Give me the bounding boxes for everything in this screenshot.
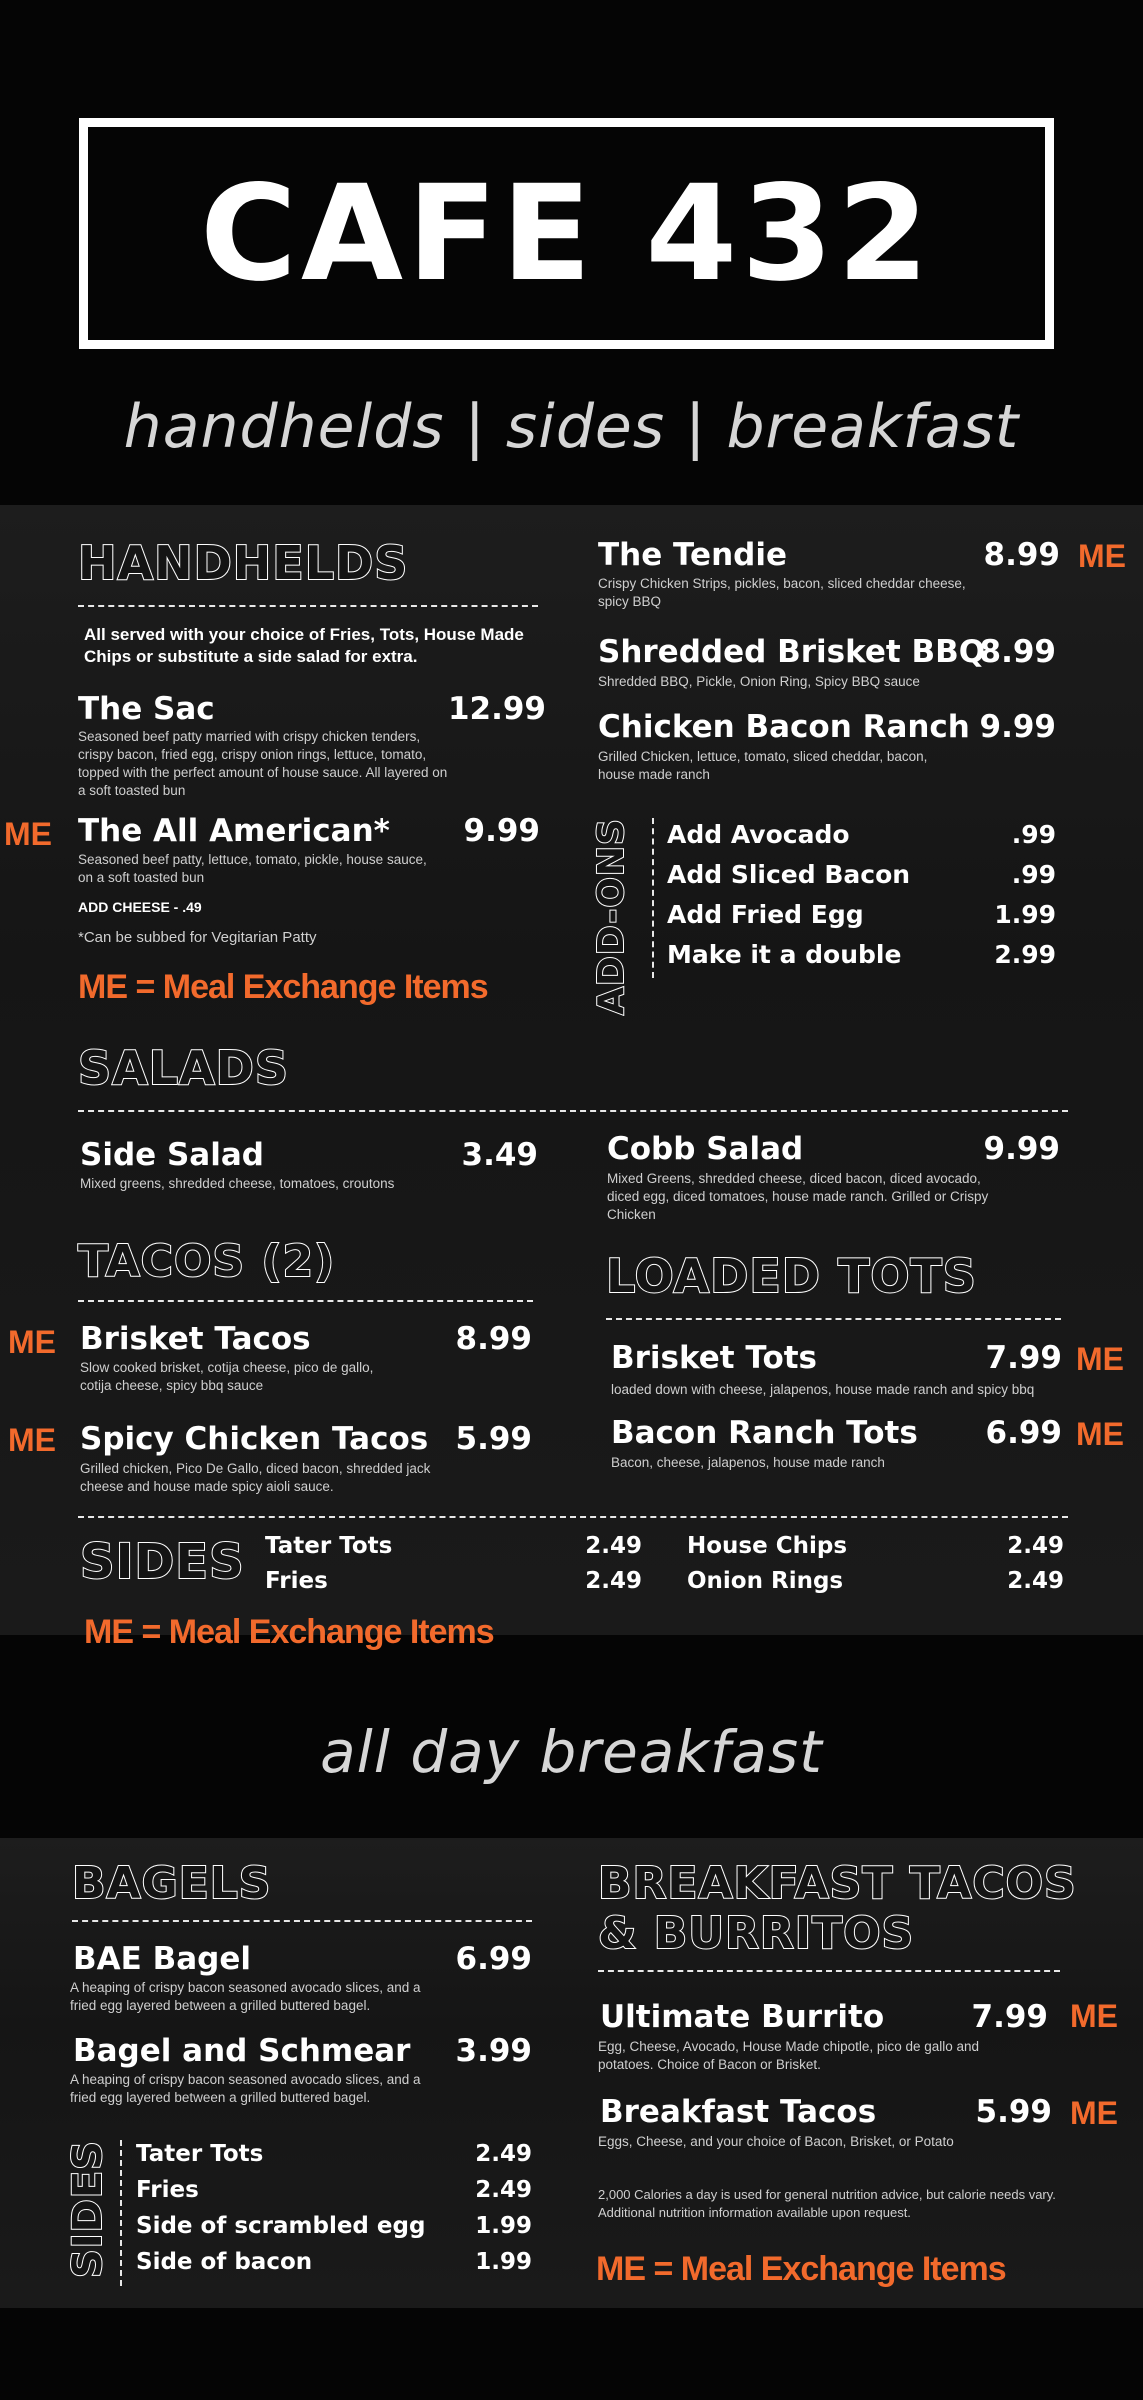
desc-spicy-chicken-tacos: Grilled chicken, Pico De Gallo, diced bacon, shredded jack cheese and house made spicy aioli sauce.: [80, 1461, 431, 1494]
addon-avocado: Add Avocado: [667, 820, 850, 849]
side-tater-tots: Tater Tots: [265, 1533, 393, 1559]
side-house-chips-price: 2.49: [1007, 1533, 1064, 1559]
breakfast-side-fries: Fries: [136, 2177, 199, 2203]
addon-fried-egg-price: 1.99: [994, 900, 1056, 929]
item-the-tendie: The Tendie: [598, 537, 787, 573]
breakfast-side-scrambled-egg-price: 1.99: [475, 2213, 532, 2239]
addon-make-double: Make it a double: [667, 940, 902, 969]
me-legend-2: ME = Meal Exchange Items: [84, 1613, 494, 1651]
bagels-heading: BAGELS: [72, 1858, 272, 1909]
me-badge-tendie: ME: [1078, 538, 1126, 574]
salads-heading: SALADS: [78, 1041, 289, 1095]
price-all-american: 9.99: [463, 813, 540, 849]
price-brisket-tacos: 8.99: [455, 1321, 532, 1357]
bagels-divider: [72, 1920, 532, 1922]
price-bagel-schmear: 3.99: [455, 2033, 532, 2069]
price-bae-bagel: 6.99: [455, 1941, 532, 1977]
side-fries-price: 2.49: [585, 1568, 642, 1594]
price-brisket-tots: 7.99: [985, 1340, 1062, 1376]
item-all-american: The All American*: [78, 813, 390, 849]
sides-heading: SIDES: [80, 1534, 245, 1590]
desc-breakfast-tacos: Eggs, Cheese, and your choice of Bacon, Brisket, or Potato: [598, 2134, 954, 2149]
desc-ultimate-burrito: Egg, Cheese, Avocado, House Made chipotle, pico de gallo and potatoes. Choice of Bacon or Brisket.: [598, 2039, 980, 2072]
salads-divider: [78, 1110, 1068, 1112]
me-badge-brisket-tacos: ME: [8, 1324, 56, 1360]
item-shredded-brisket: Shredded Brisket BBQ: [598, 634, 986, 670]
desc-the-sac: Seasoned beef patty married with crispy chicken tenders, crispy bacon, fried egg, crispy onion rings, lettuce, tomato, topped with the perfect amount of house sauce. All layered on a soft toasted bun: [78, 729, 448, 798]
breakfast-tacos-heading-line1: BREAKFAST TACOS: [598, 1858, 1077, 1909]
addons-label: ADD-ONS: [591, 818, 632, 1015]
item-chicken-bacon-ranch: Chicken Bacon Ranch: [598, 709, 970, 745]
addons-divider: [652, 818, 654, 978]
loaded-tots-divider: [606, 1318, 1061, 1320]
item-spicy-chicken-tacos: Spicy Chicken Tacos: [80, 1421, 429, 1457]
desc-all-american: Seasoned beef patty, lettuce, tomato, pickle, house sauce, on a soft toasted bun: [78, 852, 427, 885]
desc-shredded-brisket: Shredded BBQ, Pickle, Onion Ring, Spicy BBQ sauce: [598, 674, 920, 689]
breakfast-side-tater-tots: Tater Tots: [136, 2141, 264, 2167]
breakfast-side-fries-price: 2.49: [475, 2177, 532, 2203]
breakfast-side-bacon: Side of bacon: [136, 2249, 313, 2275]
me-badge-bacon-ranch-tots: ME: [1076, 1416, 1124, 1452]
item-brisket-tots: Brisket Tots: [611, 1340, 818, 1376]
me-legend-3: ME = Meal Exchange Items: [596, 2250, 1006, 2288]
addon-sliced-bacon: Add Sliced Bacon: [667, 860, 911, 889]
breakfast-tacos-divider: [598, 1970, 1060, 1972]
side-fries: Fries: [265, 1568, 328, 1594]
sides-divider: [78, 1516, 1068, 1518]
me-badge-breakfast-tacos: ME: [1070, 2095, 1118, 2131]
breakfast-side-tater-tots-price: 2.49: [475, 2141, 532, 2167]
item-side-salad: Side Salad: [80, 1137, 264, 1173]
page-subtitle: handhelds | sides | breakfast: [123, 392, 1020, 462]
price-side-salad: 3.49: [461, 1137, 538, 1173]
item-bae-bagel: BAE Bagel: [73, 1941, 251, 1977]
me-badge-all-american: ME: [4, 816, 52, 852]
price-breakfast-tacos: 5.99: [975, 2094, 1052, 2130]
desc-the-tendie: Crispy Chicken Strips, pickles, bacon, sliced cheddar cheese, spicy BBQ: [598, 576, 966, 609]
handhelds-note: All served with your choice of Fries, Tots, House Made Chips or substitute a side salad for extra.: [84, 625, 524, 666]
me-badge-spicy-chicken-tacos: ME: [8, 1422, 56, 1458]
price-ultimate-burrito: 7.99: [971, 1999, 1048, 2035]
breakfast-title: all day breakfast: [320, 1718, 823, 1786]
price-chicken-bacon-ranch: 9.99: [979, 709, 1056, 745]
title-box: [79, 118, 1054, 349]
item-bagel-schmear: Bagel and Schmear: [73, 2033, 411, 2069]
price-the-sac: 12.99: [447, 691, 546, 727]
price-spicy-chicken-tacos: 5.99: [455, 1421, 532, 1457]
side-onion-rings: Onion Rings: [687, 1568, 844, 1594]
price-bacon-ranch-tots: 6.99: [985, 1415, 1062, 1451]
breakfast-tacos-heading-line2: & BURRITOS: [598, 1908, 915, 1959]
desc-brisket-tots: loaded down with cheese, jalapenos, house made ranch and spicy bbq: [611, 1382, 1035, 1397]
breakfast-sides-divider: [120, 2140, 122, 2286]
tacos-divider: [78, 1300, 533, 1302]
price-cobb-salad: 9.99: [983, 1131, 1060, 1167]
desc-cobb-salad: Mixed Greens, shredded cheese, diced bacon, diced avocado, diced egg, diced tomatoes, house made ranch. Grilled or Crispy Chicken: [607, 1171, 989, 1222]
tacos-heading: TACOS (2): [78, 1236, 336, 1287]
item-the-sac: The Sac: [78, 691, 215, 727]
breakfast-side-bacon-price: 1.99: [475, 2249, 532, 2275]
veg-footnote: *Can be subbed for Vegitarian Patty: [78, 929, 317, 946]
side-house-chips: House Chips: [687, 1533, 848, 1559]
addon-sliced-bacon-price: .99: [1011, 860, 1056, 889]
item-cobb-salad: Cobb Salad: [607, 1131, 804, 1167]
me-legend-1: ME = Meal Exchange Items: [78, 968, 488, 1006]
price-shredded-brisket: 8.99: [979, 634, 1056, 670]
item-breakfast-tacos: Breakfast Tacos: [600, 2094, 877, 2130]
me-badge-brisket-tots: ME: [1076, 1341, 1124, 1377]
desc-side-salad: Mixed greens, shredded cheese, tomatoes, croutons: [80, 1176, 395, 1191]
desc-bae-bagel: A heaping of crispy bacon seasoned avocado slices, and a fried egg layered between a grilled buttered bagel.: [70, 1980, 421, 2013]
addon-fried-egg: Add Fried Egg: [667, 900, 864, 929]
desc-bacon-ranch-tots: Bacon, cheese, jalapenos, house made ranch: [611, 1455, 885, 1470]
addon-make-double-price: 2.99: [994, 940, 1056, 969]
handhelds-divider: [78, 605, 538, 607]
item-brisket-tacos: Brisket Tacos: [80, 1321, 311, 1357]
handhelds-heading: HANDHELDS: [78, 536, 409, 590]
side-tater-tots-price: 2.49: [585, 1533, 642, 1559]
side-onion-rings-price: 2.49: [1007, 1568, 1064, 1594]
loaded-tots-heading: LOADED TOTS: [606, 1249, 977, 1303]
me-badge-ultimate-burrito: ME: [1070, 1998, 1118, 2034]
item-bacon-ranch-tots: Bacon Ranch Tots: [611, 1415, 918, 1451]
add-cheese-note: ADD CHEESE - .49: [78, 899, 202, 915]
breakfast-side-scrambled-egg: Side of scrambled egg: [136, 2213, 426, 2239]
item-ultimate-burrito: Ultimate Burrito: [600, 1999, 885, 2035]
page-title: CAFE 432: [200, 156, 933, 311]
breakfast-sides-label: SIDES: [65, 2140, 111, 2279]
desc-bagel-schmear: A heaping of crispy bacon seasoned avocado slices, and a fried egg layered between a grilled buttered bagel.: [70, 2072, 421, 2105]
desc-brisket-tacos: Slow cooked brisket, cotija cheese, pico de gallo, cotija cheese, spicy bbq sauce: [80, 1360, 374, 1393]
desc-chicken-bacon-ranch: Grilled Chicken, lettuce, tomato, sliced cheddar, bacon, house made ranch: [598, 749, 928, 782]
addon-avocado-price: .99: [1011, 820, 1056, 849]
price-the-tendie: 8.99: [983, 537, 1060, 573]
calorie-note: 2,000 Calories a day is used for general nutrition advice, but calorie needs vary. Additional nutrition information available upon request.: [598, 2187, 1056, 2220]
